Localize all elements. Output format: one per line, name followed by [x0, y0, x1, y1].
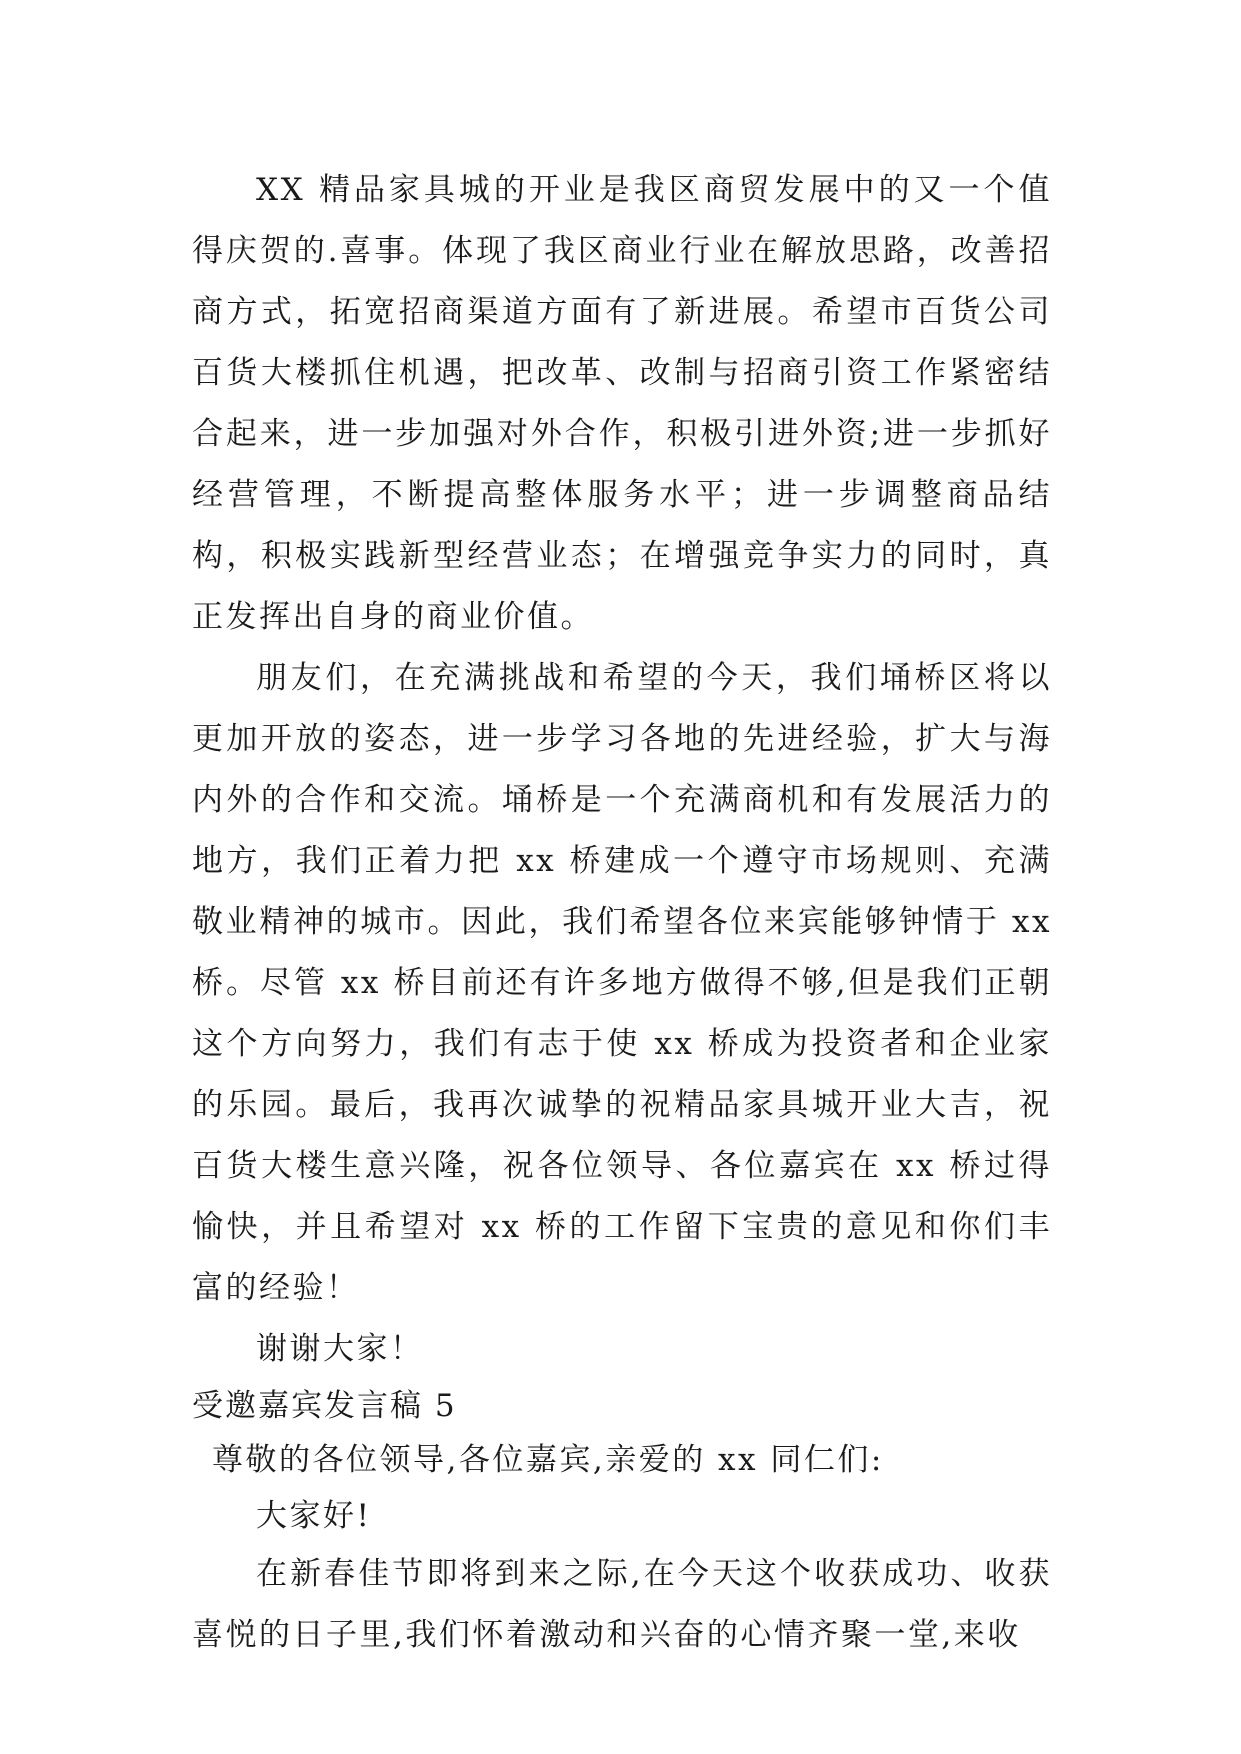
paragraph-thanks: 谢谢大家！	[256, 1331, 424, 1367]
greeting: 大家好!	[256, 1498, 372, 1534]
paragraph-opening-ceremony: XX 精品家具城的开业是我区商贸发展中的又一个值得庆贺的.喜事。体现了我区商业行业在解放思路，改善招商方式，拓宽招商渠道方面有了新进展。希望市百货公司百货大楼抓住机遇，把改革、改制与招商引资工作紧密结合起来，进一步加强对外合作，积极引进外资;进一步抓好经营管理，不断提高整体服务水平；进一步调整商品结构，积极实践新型经营业态；在增强竞争实力的同时，真正发挥出自身的商业价值。	[192, 172, 1052, 635]
salutation: 尊敬的各位领导,各位嘉宾,亲爱的 xx 同仁们:	[212, 1442, 884, 1478]
paragraph-friends: 朋友们，在充满挑战和希望的今天，我们埇桥区将以更加开放的姿态，进一步学习各地的先进经验，扩大与海内外的合作和交流。埇桥是一个充满商机和有发展活力的地方，我们正着力把 xx 桥建成一个遵守市场规则、充满敬业精神的城市。因此，我们希望各位来宾能够钟情于 xx 桥。尽管 xx 桥目前还有许多地方做得不够,但是我们正朝这个方向努力，我们有志于使 xx 桥成为投资者和企业家的乐园。最后，我再次诚挚的祝精品家具城开业大吉，祝百货大楼生意兴隆，祝各位领导、各位嘉宾在 xx 桥过得愉快，并且希望对 xx 桥的工作留下宝贵的意见和你们丰富的经验！	[192, 660, 1052, 1306]
paragraph-new-year: 在新春佳节即将到来之际,在今天这个收获成功、收获喜悦的日子里,我们怀着激动和兴奋的心情齐聚一堂,来收	[192, 1556, 1052, 1653]
document-body	[192, 160, 1052, 1666]
section-title: 受邀嘉宾发言稿 5	[192, 1388, 457, 1424]
